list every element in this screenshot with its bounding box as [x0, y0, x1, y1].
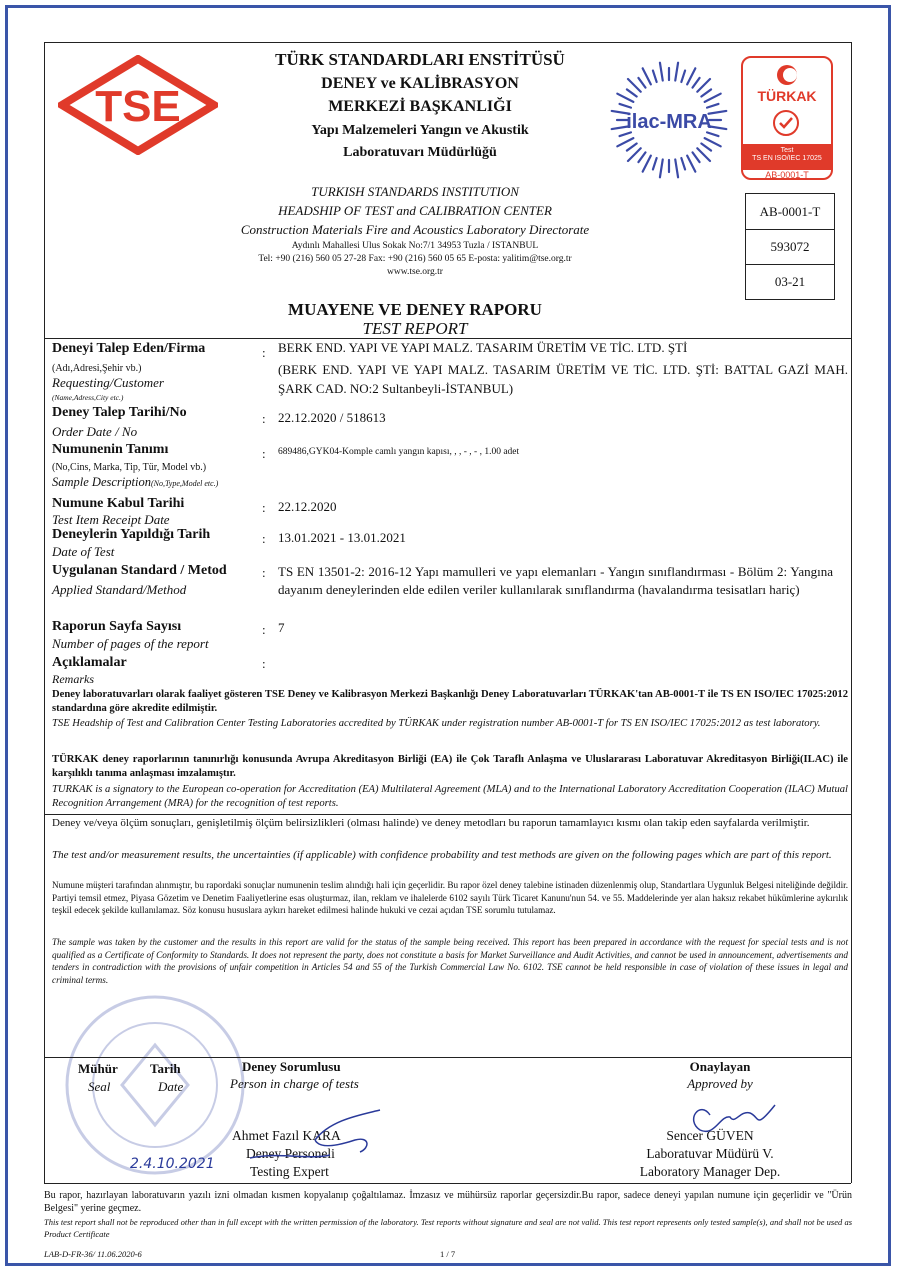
remarks-label-tr: Açıklamalar	[52, 655, 127, 670]
ilac-ray	[653, 71, 657, 82]
ilac-ray	[638, 152, 645, 162]
test-date-label-tr: Deneylerin Yapıldığı Tarih	[52, 527, 211, 542]
receipt-label-tr: Numune Kabul Tarihi	[52, 496, 185, 511]
ilac-ray	[628, 79, 641, 92]
manager-title-en: Laboratory Manager Dep.	[639, 1164, 781, 1179]
order-value: 22.12.2020 / 518613	[278, 410, 386, 425]
ilac-ray	[681, 71, 685, 82]
footer-en: This test report shall not be reproduced other than in full except with the written permission of the laboratory. Test reports without signature and seal are not valid. This test report represents only tested sample(s), and shall not be used as Product Certificate	[44, 1217, 852, 1239]
sample-label-tr: Numunenin Tanımı	[52, 442, 169, 457]
standard-colon: :	[262, 565, 266, 580]
order-label-en: Order Date / No	[52, 424, 138, 439]
ilac-ray	[617, 94, 633, 102]
turkak-std: TS EN ISO/IEC 17025	[752, 155, 822, 162]
address: Aydınlı Mahallesi Ulus Sokak No:7/1 34953 Tuzla / ISTANBUL	[291, 241, 539, 251]
tester-signature	[220, 1100, 390, 1180]
footer-tr: Bu rapor, hazırlayan laboratuvarın yazılı izni olmadan kısmen kopyalanıp çoğaltılamaz. İmzasız ve mühürsüz raporlar geçersizdir.Bu rapor, sadece deneyi yapılan numune için geçerlidir ve "Ürün Belgesi" yerine geçmez.	[44, 1190, 852, 1214]
accreditation-no: AB-0001-T	[746, 194, 834, 230]
handwritten-date: 2.4.10.2021	[130, 1156, 215, 1172]
ilac-ray	[707, 104, 718, 108]
ilac-mra-text: ilac-MRA	[626, 111, 712, 133]
tester-title-tr: Deney Personeli	[246, 1146, 335, 1161]
bottom-rule	[44, 1183, 851, 1184]
website: www.tse.org.tr	[387, 267, 443, 277]
standard-label-tr: Uygulanan Standard / Metod	[52, 563, 227, 578]
remarks-label-en: Remarks	[52, 672, 94, 686]
title-tr: MUAYENE VE DENEY RAPORU	[288, 300, 542, 319]
manager-title-tr: Laboratuvar Müdürü V.	[646, 1146, 774, 1161]
ilac-ray	[705, 138, 721, 146]
customer-label-en: Requesting/Customer	[52, 375, 164, 390]
standard-label-en: Applied Standard/Method	[52, 582, 187, 597]
form-code: LAB-D-FR-36/ 11.06.2020-6	[44, 1249, 142, 1259]
order-label-tr: Deney Talep Tarihi/No	[52, 405, 187, 420]
remarks-p1-tr: Deney laboratuvarları olarak faaliyet gösteren TSE Deney ve Kalibrasyon Merkezi Başkanlığı Deney Laboratuvarları TÜRKAK'tan AB-0001-T ile TS EN ISO/IEC 17025:2012 standardına göre akredite edilmiştir.	[52, 689, 848, 714]
note-1-en: The test and/or measurement results, the uncertainties (if applicable) with confidence probability and test methods are given on the following pages which are part of this report.	[52, 849, 832, 861]
left-rule	[44, 42, 45, 1183]
ilac-ray	[675, 63, 678, 81]
test-date-value: 13.01.2021 - 13.01.2021	[278, 530, 406, 545]
report-date-code: 03-21	[774, 274, 806, 289]
receipt-value: 22.12.2020	[278, 499, 337, 514]
ilac-ray	[693, 78, 700, 88]
en-center: HEADSHIP OF TEST and CALIBRATION CENTER	[278, 203, 552, 218]
resp-label-en: Person in charge of tests	[230, 1076, 359, 1091]
tse-logo-text: TSE	[95, 82, 181, 131]
title-en: TEST REPORT	[362, 319, 468, 338]
order-colon: :	[262, 411, 266, 426]
customer-label-tr: Deneyi Talep Eden/Firma	[52, 341, 206, 356]
remarks-p2-tr: TÜRKAK deney raporlarının tanınırlığı konusunda Avrupa Akreditasyon Birliği (EA) ile Çok Taraflı Anlaşma ve Uluslararası Laboratuvar Akreditasyon Birliği(ILAC) ile karşılıklı tanıma anlaşması imzalamıştır.	[52, 754, 848, 779]
tester-title-en: Testing Expert	[250, 1164, 329, 1179]
ilac-ray	[701, 89, 711, 96]
date-label-tr: Tarih	[150, 1061, 181, 1076]
approved-label-tr: Onaylayan	[689, 1059, 751, 1074]
receipt-colon: :	[262, 500, 266, 515]
signature-rule	[44, 1057, 851, 1058]
ilac-ray	[627, 144, 637, 151]
turkak-test: Test	[780, 147, 794, 154]
sample-sub-en: (No,Type,Model etc.)	[150, 479, 219, 488]
ilac-ray	[628, 148, 641, 161]
ilac-ray	[617, 138, 633, 146]
page-number: 1 / 7	[440, 1249, 456, 1259]
sample-colon: :	[262, 446, 266, 461]
right-rule	[851, 42, 852, 1183]
ilac-ray	[687, 156, 695, 172]
en-institution: TURKISH STANDARDS INSTITUTION	[311, 184, 519, 199]
ilac-ray	[660, 63, 663, 81]
ilac-ray	[701, 144, 711, 151]
date-label-en: Date	[158, 1079, 184, 1094]
report-no: 593072	[746, 229, 834, 265]
tr-lab-2: Laboratuvarı Müdürlüğü	[343, 145, 497, 160]
sample-sub-tr: (No,Cins, Marka, Tip, Tür, Model vb.)	[52, 462, 207, 473]
turkak-band	[743, 144, 831, 170]
seal-label-tr: Mühür	[78, 1061, 118, 1076]
ilac-ray	[620, 104, 631, 108]
customer-sub-en: (Name,Adress,City etc.)	[52, 393, 124, 402]
check-icon	[773, 110, 799, 136]
turkak-no: AB-0001-T	[765, 170, 809, 180]
ilac-ray	[660, 160, 663, 178]
crescent-icon	[777, 65, 797, 85]
standard-value: TS EN 13501-2: 2016-12 Yapı mamulleri ve yapı elemanları - Yangın sınıflandırması - Bölüm 2: Yangına dayanım deneylerinden elde edilen veriler kullanılarak sınıflandırma (havalandırma tesisatları hariç)	[278, 564, 833, 597]
pages-colon: :	[262, 622, 266, 637]
turkak-name: TÜRKAK	[757, 88, 817, 104]
note-2-en: The sample was taken by the customer and the results in this report are valid for the status of the sample being received. This report has been prepared in accordance with the request for special tests and is not qualified as a Certificate of Conformity to Standards. It does not represent the party, does not constitute a basis for Market Surveillance and Audit Activities, and cannot be used in announcement, advertisements and tenders in contradiction with the provisions of unfair competition in Articles 54 and 55 of the Turkish Commercial Law No. 6102. TSE cannot be held responsible in case of violation of these issues in legal and criminal terms.	[52, 937, 848, 985]
ilac-ray	[697, 148, 710, 161]
customer-value-2: (BERK END. YAPI VE YAPI MALZ. TASARIM ÜRETİM VE TİC. LTD. ŞTİ: BATTAL GAZİ MAH. ŞARK CAD. NO:2 Sultanbeyli-İSTANBUL)	[278, 362, 848, 396]
test-date-colon: :	[262, 531, 266, 546]
turkak-logo	[741, 56, 833, 180]
pages-value: 7	[278, 620, 285, 635]
ilac-ray	[643, 68, 651, 84]
manager-signature	[680, 1095, 790, 1145]
pages-label-en: Number of pages of the report	[52, 636, 209, 651]
ilac-ray	[681, 158, 685, 169]
sample-label-en-wrap	[52, 475, 218, 490]
ilac-mra-logo	[607, 58, 732, 183]
notes-rule	[44, 814, 851, 815]
seal-label-en: Seal	[88, 1079, 111, 1094]
receipt-label-en: Test Item Receipt Date	[52, 512, 170, 527]
tester-name: Ahmet Fazıl KARA	[232, 1128, 341, 1143]
customer-colon: :	[262, 345, 266, 360]
ilac-ray	[643, 156, 651, 172]
approved-label-en: Approved by	[687, 1076, 753, 1091]
tr-center-1: DENEY ve KALİBRASYON	[321, 75, 519, 92]
ilac-ray	[653, 158, 657, 169]
manager-name: Sencer GÜVEN	[666, 1128, 754, 1143]
ilac-ray	[675, 160, 678, 178]
tr-lab-1: Yapı Malzemeleri Yangın ve Akustik	[311, 123, 529, 138]
reference-box	[745, 193, 835, 300]
tr-center-2: MERKEZİ BAŞKANLIĞI	[328, 98, 512, 115]
ilac-ray	[638, 78, 645, 88]
remarks-p2-en: TURKAK is a signatory to the European co-operation for Accreditation (EA) Multilateral Agreement (MLA) and to the International Laboratory Accreditation Cooperation (ILAC) Mutual Recognition Arrangement (MRA) for the recognition of test reports.	[52, 784, 848, 809]
sample-value: 689486,GYK04-Komple camlı yangın kapısı, , , - , - , 1.00 adet	[278, 447, 520, 457]
customer-sub-tr: (Adı,Adresi,Şehir vb.)	[52, 363, 142, 374]
ilac-ray	[705, 94, 721, 102]
title-rule	[44, 338, 851, 339]
en-lab: Construction Materials Fire and Acoustics Laboratory Directorate	[240, 222, 590, 237]
remarks-p1-en: TSE Headship of Test and Calibration Center Testing Laboratories accredited by TÜRKAK under registration number AB-0001-T for TS EN ISO/IEC 17025:2012 as test laboratory.	[52, 718, 821, 729]
tr-institution: TÜRK STANDARDLARI ENSTİTÜSÜ	[275, 50, 565, 69]
top-rule	[44, 42, 851, 43]
tse-logo	[58, 55, 218, 155]
customer-value-1: BERK END. YAPI VE YAPI MALZ. TASARIM ÜRETİM VE TİC. LTD. ŞTİ	[278, 340, 688, 355]
ilac-ray	[697, 79, 710, 92]
note-2-tr: Numune müşteri tarafından alınmıştır, bu rapordaki sonuçlar numunenin teslim alındığı hali için geçerlidir. Bu rapor özel deney talebine istinaden düzenlenmiş olup, Standartlara Uygunluk Belgesi niteliğinde değildir. Partiyi temsil etmez, Piyasa Gözetim ve Denetim Faaliyetlerine esas oluşturmaz, ilan, reklam ve ihalelerde 6102 sayılı Türk Ticaret Kanunu'nun 54. ve 55. Maddelerinde yer alan haksız rekabet hükümlerine aykırılık teşkil edecek şekilde kullanılamaz. Söz konusu hususlara aykırı hareket edilmesi halinde hukuki ve cezai açıdan TSE sorumlu tutulamaz.	[52, 880, 848, 915]
resp-label-tr: Deney Sorumlusu	[242, 1059, 341, 1074]
note-1-tr: Deney ve/veya ölçüm sonuçları, genişletilmiş ölçüm belirsizlikleri (olması halinde) ve deney metodları bu raporun tamamlayıcı kısmı olan takip eden sayfalarda verilmiştir.	[52, 817, 810, 829]
pages-label-tr: Raporun Sayfa Sayısı	[52, 619, 182, 634]
remarks-colon: :	[262, 656, 266, 671]
ilac-ray	[687, 68, 695, 84]
ilac-ray	[627, 89, 637, 96]
test-date-label-en: Date of Test	[52, 544, 115, 559]
ilac-ray	[693, 152, 700, 162]
sample-label-en: Sample Description	[52, 475, 151, 489]
contact: Tel: +90 (216) 560 05 27-28 Fax: +90 (216) 560 05 65 E-posta: yalitim@tse.org.tr	[258, 254, 572, 264]
